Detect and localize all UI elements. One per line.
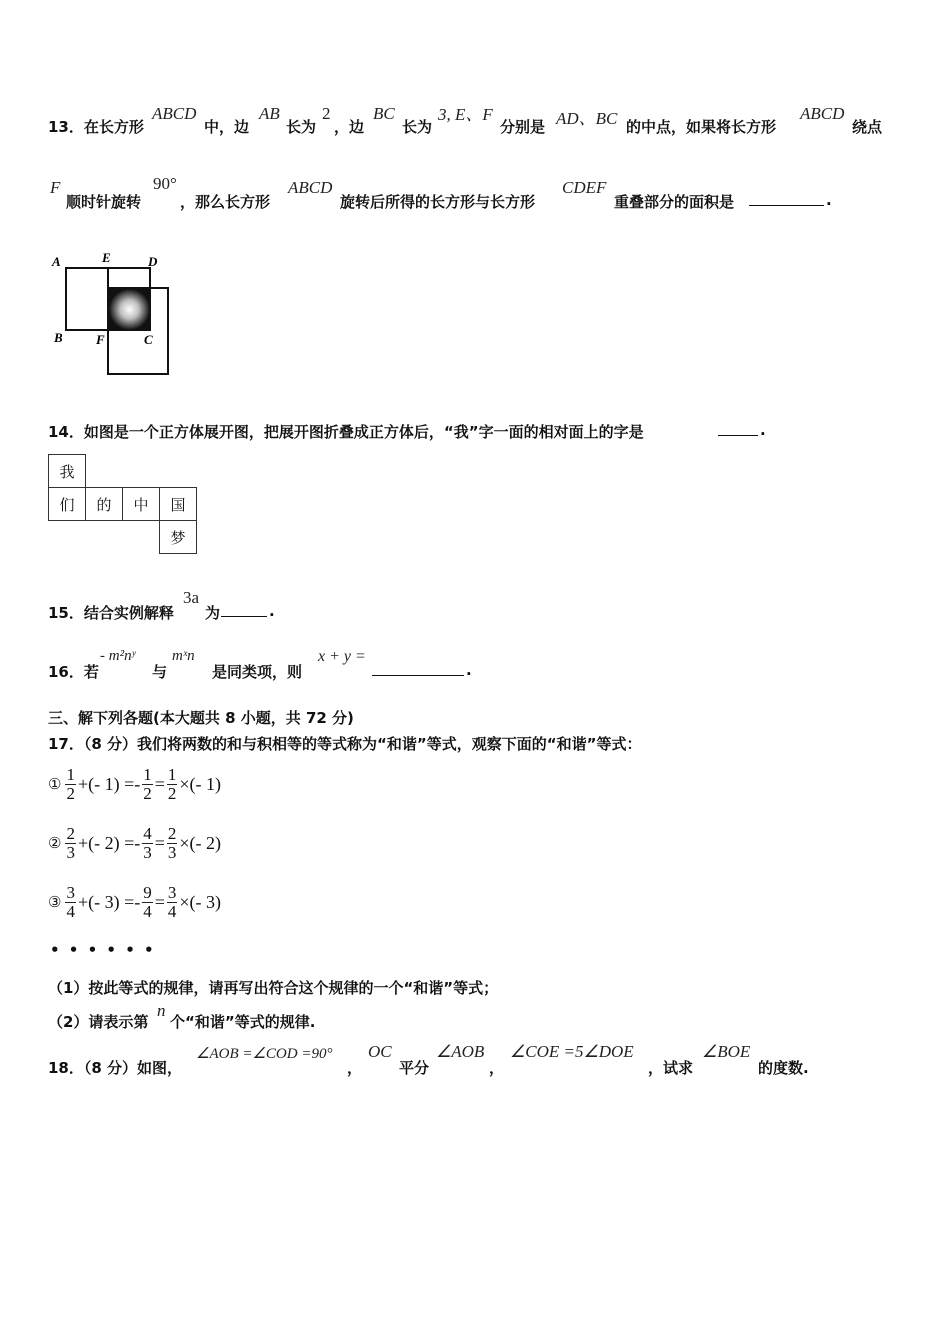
label-f: F [96, 332, 105, 347]
eq1-tail: ×(- 1) [179, 774, 222, 794]
eq1-frac-3-den: 2 [167, 784, 177, 803]
net-cell-meng: 梦 [160, 521, 197, 554]
q15-text-1: 15．结合实例解释 [48, 604, 174, 622]
q17-part-2-b: 个“和谐”等式的规律. [170, 1013, 316, 1031]
q18-expr-5: ∠BOE [702, 1042, 751, 1061]
q13-bc: BC [373, 104, 395, 123]
net-cell-zhong: 中 [123, 488, 160, 521]
q13-text-7: 绕点 [852, 118, 883, 136]
eq3-middle: +(- 3) =- [77, 892, 141, 912]
q13-abcd-2: ABCD [800, 104, 845, 123]
q18-text-5: ，试求 [648, 1059, 694, 1077]
q16-text-2: 与 [152, 663, 168, 681]
q16-period: . [466, 661, 472, 679]
q17-part-2-a: （2）请表示第 [48, 1013, 149, 1031]
q13-three-ef: 3, E、F [438, 105, 493, 124]
eq2-equals: = [154, 833, 165, 853]
eq1-middle: +(- 1) =- [77, 774, 141, 794]
eq3-frac-3 [167, 884, 178, 921]
eq2-frac-1-den: 3 [66, 843, 75, 862]
q13-text-4: 长为 [402, 118, 433, 136]
eq3-frac-2-den: 4 [143, 902, 152, 921]
eq2-frac-3-den: 3 [167, 843, 177, 862]
eq3-equals: = [154, 892, 165, 912]
q13-text-8: 顺时针旋转 [66, 193, 142, 211]
q18-expr-1: ∠AOB =∠COD =90° [196, 1046, 333, 1062]
cube-net [48, 454, 197, 554]
q17-equation-3 [48, 884, 221, 921]
q17-ellipsis: • • • • • • [50, 941, 156, 959]
q17-equation-1 [48, 766, 221, 803]
q13-text-5: 分别是 [500, 118, 546, 136]
net-cell-de: 的 [86, 488, 123, 521]
eq3-frac-2 [142, 884, 153, 921]
q18-text-4: ， [489, 1059, 505, 1077]
eq1-frac-2-num: 1 [143, 765, 152, 784]
q15-answer-blank[interactable] [221, 602, 267, 621]
q13-ad-bc: AD、BC [556, 109, 618, 128]
overlap-region [109, 289, 150, 330]
q15-period: . [269, 602, 275, 620]
eq2-frac-3 [167, 825, 178, 862]
eq3-index: ③ [48, 895, 62, 911]
q13-ab: AB [259, 104, 280, 123]
q14-text: 14．如图是一个正方体展开图，把展开图折叠成正方体后，“我”字一面的相对面上的字是 [48, 423, 644, 441]
eq1-frac-2-den: 2 [143, 784, 152, 803]
eq3-frac-1 [65, 884, 76, 921]
q13-period: . [826, 191, 832, 209]
eq1-index: ① [48, 777, 62, 793]
q13-text-3: ，边 [334, 118, 365, 136]
label-c: C [144, 332, 153, 347]
q13-two: 2 [322, 104, 331, 123]
eq2-frac-2-num: 4 [143, 824, 152, 843]
eq2-frac-2 [142, 825, 153, 862]
net-cell-guo: 国 [160, 488, 197, 521]
q15-text-2: 为 [205, 604, 221, 622]
eq2-frac-1 [65, 825, 76, 862]
rectangle-rotation-figure [46, 248, 176, 380]
eq3-frac-1-den: 4 [66, 902, 75, 921]
q17-part-1: （1）按此等式的规律，请再写出符合这个规律的一个“和谐”等式； [48, 979, 499, 997]
q18-text-2: ， [347, 1059, 363, 1077]
q13-abcd-3: ABCD [288, 178, 333, 197]
q16-expr-1: - m²nʸ [100, 648, 136, 664]
eq2-frac-2-den: 3 [143, 843, 152, 862]
label-b: B [54, 330, 63, 345]
q15-expression [183, 588, 199, 608]
q18-expr-2: OC [368, 1042, 392, 1061]
q13-f: F [50, 178, 61, 197]
eq3-frac-3-num: 3 [167, 883, 177, 902]
q14-period: . [760, 421, 766, 439]
q18-text-6: 的度数. [758, 1059, 809, 1077]
q17-part-2-n: n [157, 1001, 166, 1020]
label-d: D [148, 254, 158, 269]
eq2-frac-1-num: 2 [66, 824, 75, 843]
eq1-frac-1-num: 1 [66, 765, 75, 784]
q13-text-11: 重叠部分的面积是 [614, 193, 735, 211]
q15-expr: 3a [183, 588, 200, 607]
q14-answer-blank[interactable] [718, 421, 758, 440]
eq3-frac-1-num: 3 [66, 883, 75, 902]
q13-degree: 90° [153, 174, 177, 193]
eq1-frac-2 [142, 766, 153, 803]
q16-answer-blank[interactable] [372, 661, 464, 680]
q16-expr-3: x + y = [318, 648, 366, 665]
eq3-frac-2-num: 9 [143, 883, 152, 902]
q13-text-9: ，那么长方形 [180, 193, 271, 211]
q18-expr-4: ∠COE =5∠DOE [510, 1042, 634, 1061]
q13-cdef: CDEF [562, 178, 607, 197]
net-cell-men: 们 [49, 488, 86, 521]
q13-number: 13．在长方形 [48, 118, 144, 136]
q16-text-3: 是同类项，则 [212, 663, 303, 681]
q16-text-1: 16．若 [48, 663, 99, 681]
eq2-frac-3-num: 2 [167, 824, 177, 843]
q13-text-10: 旋转后所得的长方形与长方形 [340, 193, 536, 211]
eq2-index: ② [48, 836, 62, 852]
eq1-frac-3-num: 1 [167, 765, 177, 784]
q18-text-1: 18．（8 分）如图， [48, 1059, 183, 1077]
eq1-frac-1 [65, 766, 76, 803]
eq2-tail: ×(- 2) [179, 833, 222, 853]
eq2-middle: +(- 2) =- [77, 833, 141, 853]
q18-text-3: 平分 [399, 1059, 430, 1077]
q17-text: 17．（8 分）我们将两数的和与积相等的等式称为“和谐”等式，观察下面的“和谐”等式： [48, 735, 642, 753]
eq1-equals: = [154, 774, 165, 794]
eq1-frac-1-den: 2 [66, 784, 75, 803]
q13-text-2: 长为 [286, 118, 317, 136]
label-e: E [102, 250, 111, 265]
eq1-frac-3 [167, 766, 178, 803]
eq3-frac-3-den: 4 [167, 902, 177, 921]
q13-abcd-1: ABCD [152, 104, 197, 123]
q13-text-1: 中，边 [204, 118, 250, 136]
section-3-heading: 三、解下列各题(本大题共 8 小题，共 72 分) [48, 709, 354, 727]
net-cell-wo: 我 [49, 455, 86, 488]
label-a: A [52, 254, 61, 269]
q13-answer-blank[interactable] [749, 191, 824, 210]
eq3-tail: ×(- 3) [179, 892, 222, 912]
q16-expr-2: mˣn [172, 648, 195, 664]
q13-text-6: 的中点，如果将长方形 [626, 118, 777, 136]
q17-equation-2 [48, 825, 221, 862]
q18-expr-3: ∠AOB [436, 1042, 485, 1061]
